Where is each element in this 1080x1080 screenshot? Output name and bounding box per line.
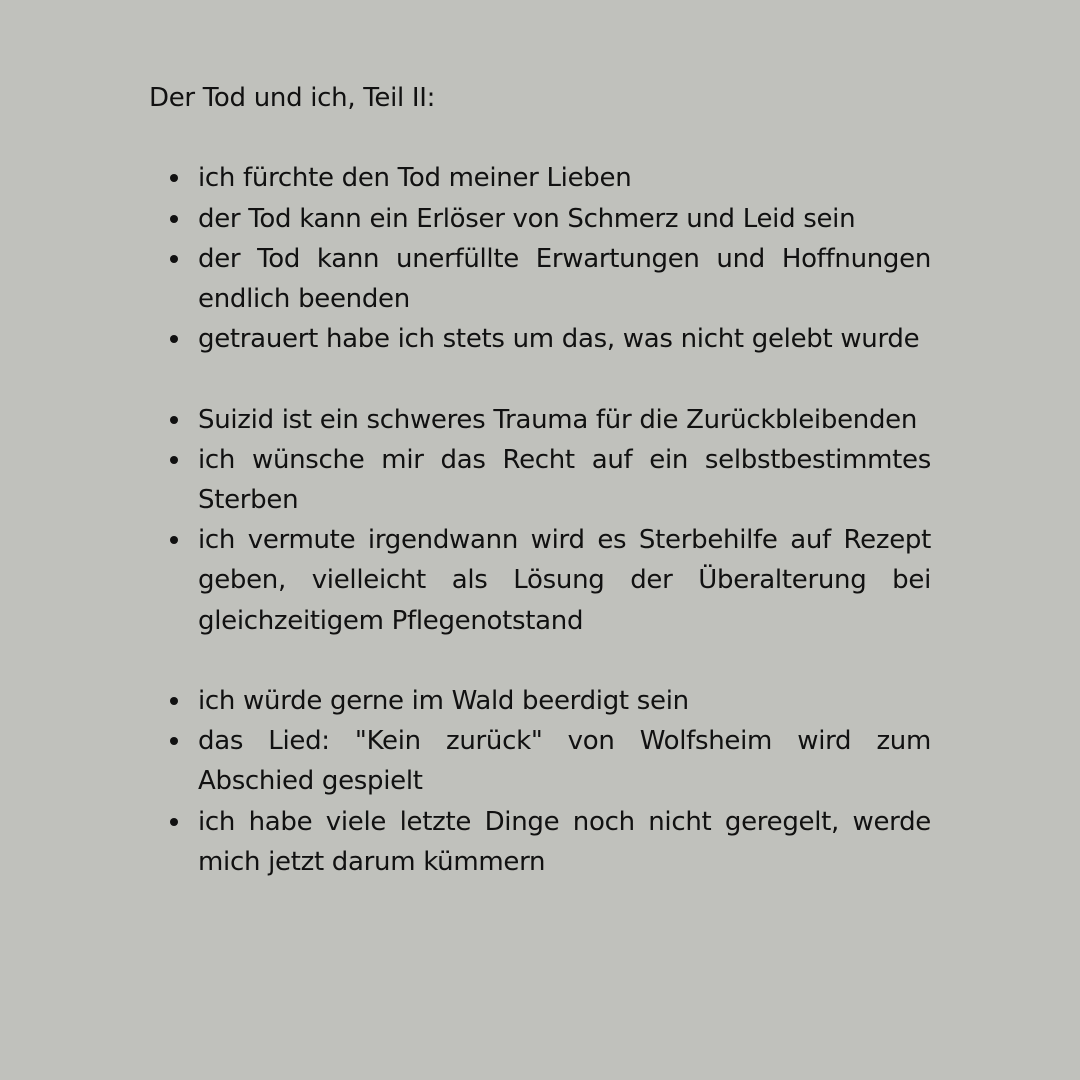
title-spacer: [149, 118, 931, 158]
bullet-icon: [170, 456, 178, 464]
bullet-icon: [170, 174, 178, 182]
list-item-text: das Lied: "Kein zurück" von Wolfsheim wird zum Abschied gespielt: [198, 726, 931, 797]
bullet-group-1: [149, 158, 931, 359]
list-item-text: der Tod kann unerfüllte Erwartungen und Hoffnungen endlich beenden: [198, 243, 931, 314]
list-item-text: ich wünsche mir das Recht auf ein selbstbestimmtes Sterben: [198, 444, 931, 515]
bullet-icon: [170, 416, 178, 424]
list-item: [149, 158, 931, 198]
list-item: [149, 681, 931, 721]
bullet-icon: [170, 335, 178, 343]
list-item-text: ich würde gerne im Wald beerdigt sein: [198, 686, 689, 716]
bullet-icon: [170, 215, 178, 223]
bullet-icon: [170, 536, 178, 544]
page-title: Der Tod und ich, Teil II:: [149, 83, 436, 113]
list-item: [149, 239, 931, 319]
list-item-text: ich vermute irgendwann wird es Sterbehilfe auf Rezept geben, vielleicht als Lösung der Überalterung bei gleichzeitigem Pflegenotstand: [198, 525, 931, 636]
bullet-icon: [170, 255, 178, 263]
group-divider-space: [149, 641, 931, 681]
bullet-group-3: [149, 681, 931, 882]
list-item: [149, 520, 931, 641]
bullet-icon: [170, 818, 178, 826]
list-item: [149, 721, 931, 801]
list-item-text: ich fürchte den Tod meiner Lieben: [198, 163, 632, 194]
list-item: [149, 802, 931, 882]
list-item: [149, 199, 931, 239]
list-item: [149, 440, 931, 520]
list-item-text: der Tod kann ein Erlöser von Schmerz und Leid sein: [198, 203, 856, 234]
list-item-text: getrauert habe ich stets um das, was nicht gelebt wurde: [198, 324, 920, 355]
list-item-text: Suizid ist ein schweres Trauma für die Zurückbleibenden: [198, 404, 918, 435]
bullet-group-2: [149, 400, 931, 641]
document-page: [149, 78, 931, 882]
bullet-icon: [170, 737, 178, 745]
group-divider-space: [149, 359, 931, 399]
list-item-text: ich habe viele letzte Dinge noch nicht geregelt, werde mich jetzt darum kümmern: [198, 806, 931, 877]
list-item: [149, 319, 931, 359]
list-item: [149, 400, 931, 440]
bullet-icon: [170, 697, 178, 705]
